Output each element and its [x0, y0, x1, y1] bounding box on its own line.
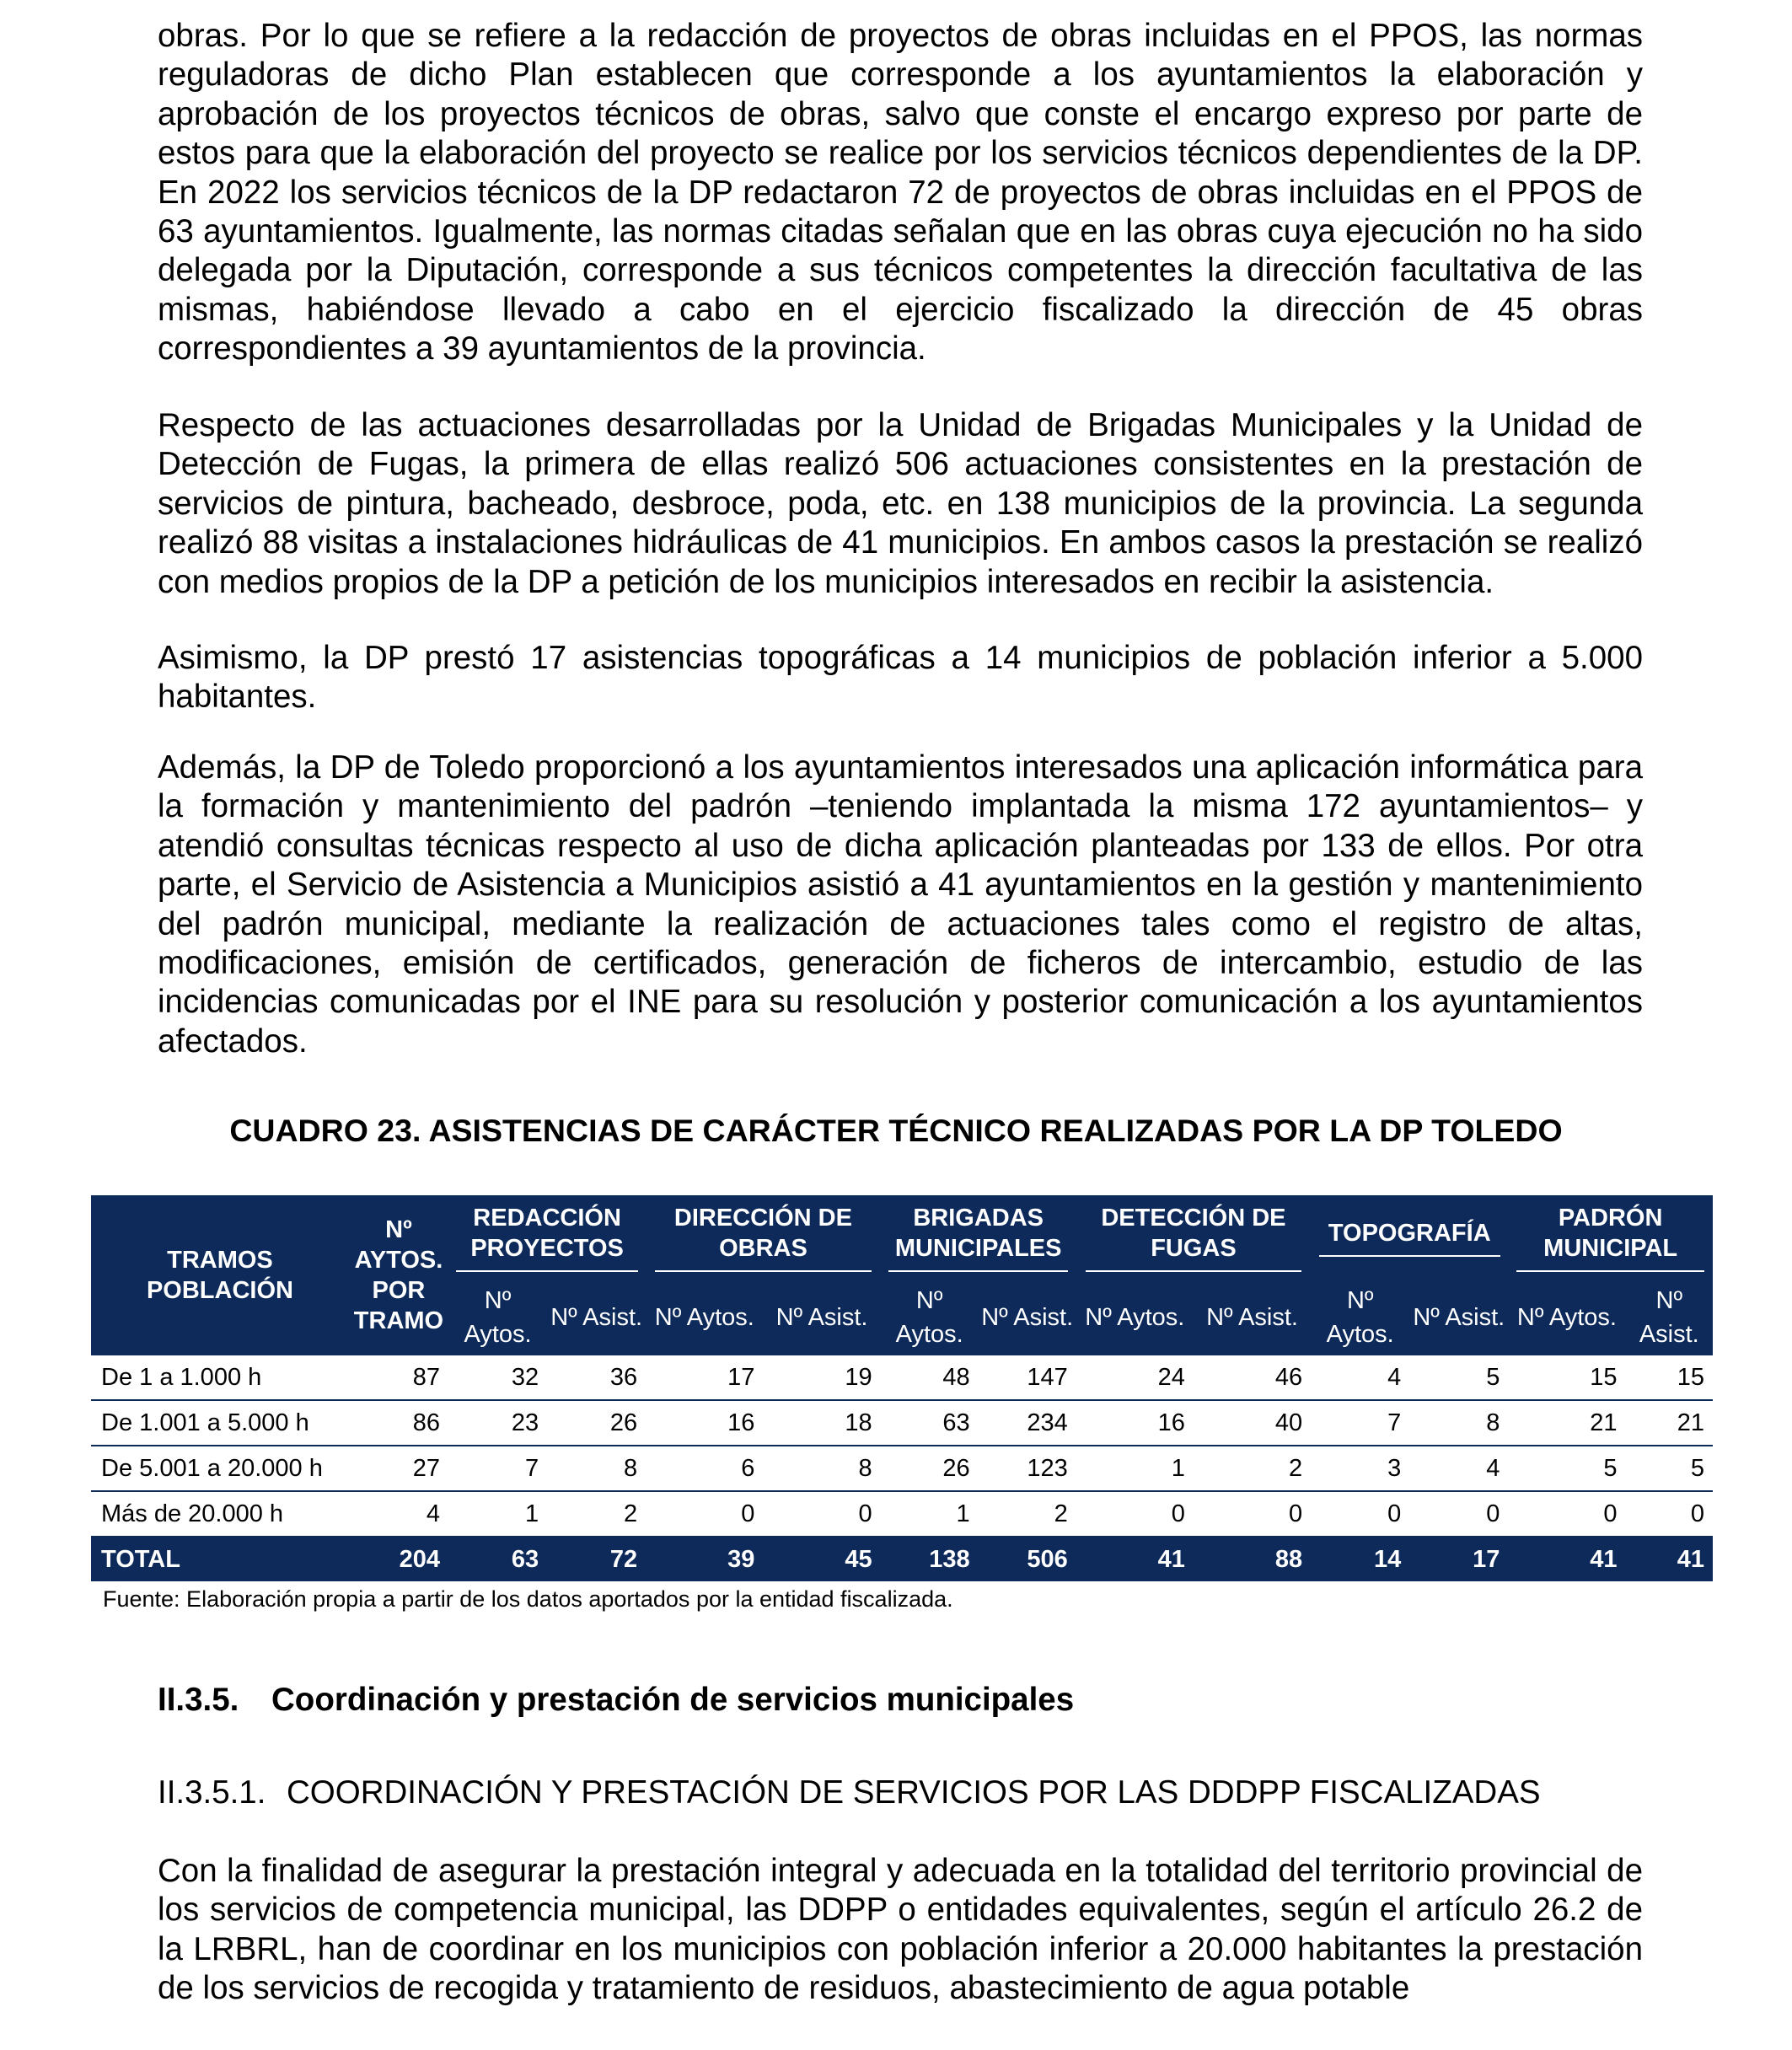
- table-cell: 4: [1311, 1355, 1409, 1400]
- table-cell: 8: [547, 1446, 646, 1491]
- table-cell: 0: [1508, 1491, 1625, 1537]
- header-deteccion: [1076, 1195, 1311, 1280]
- table-cell: 21: [1508, 1400, 1625, 1446]
- table-cell: 0: [1194, 1491, 1311, 1537]
- subsection-title: COORDINACIÓN Y PRESTACIÓN DE SERVICIOS POR LAS DDDPP FISCALIZADAS: [287, 1774, 1541, 1811]
- table-cell: 63: [881, 1400, 979, 1446]
- table-cell: 3: [1311, 1446, 1409, 1491]
- table-cell: 23: [448, 1400, 547, 1446]
- table-source-note: Fuente: Elaboración propia a partir de los datos aportados por la entidad fiscalizada.: [103, 1586, 953, 1612]
- table-cell: 138: [881, 1537, 979, 1581]
- table-cell: 8: [763, 1446, 880, 1491]
- asistencias-table: [91, 1195, 1713, 1581]
- table-cell: 0: [1626, 1491, 1713, 1537]
- table-cell: 26: [547, 1400, 646, 1446]
- table-cell: 15: [1508, 1355, 1625, 1400]
- table-cell: 1: [1076, 1446, 1194, 1491]
- sub-aytos: Nº Aytos.: [1508, 1280, 1625, 1355]
- table-cell: 2: [1194, 1446, 1311, 1491]
- header-brigadas: [881, 1195, 1076, 1280]
- table-cell: 17: [646, 1355, 763, 1400]
- table-cell: 18: [763, 1400, 880, 1446]
- section-title: Coordinación y prestación de servicios municipales: [271, 1682, 1075, 1718]
- header-aytos-tramo: Nº AYTOS. POR TRAMO: [349, 1195, 448, 1355]
- table-cell: 17: [1409, 1537, 1508, 1581]
- table-cell: 36: [547, 1355, 646, 1400]
- sub-asist: Nº Asist.: [547, 1280, 646, 1355]
- paragraph-padron: Además, la DP de Toledo proporcionó a los ayuntamientos interesados una aplicación informática para la formación y mantenimiento del padrón –teniendo implantada la misma 172 ayuntamientos– y atendió consultas técnicas respecto al uso de dicha aplicación planteadas por 133 de ellos. Por otra parte, el Servicio de Asistencia a Municipios asistió a 41 ayuntamientos en la gestión y mantenimiento del padrón municipal, mediante la realización de actuaciones tales como el registro de altas, modificaciones, emisión de certificados, generación de ficheros de intercambio, estudio de las incidencias comunicadas por el INE para su resolución y posterior comunicación a los ayuntamientos afectados.: [158, 749, 1643, 1060]
- table-cell: 4: [1409, 1446, 1508, 1491]
- table-cell: 5: [1409, 1355, 1508, 1400]
- sub-aytos: Nº Aytos.: [448, 1280, 547, 1355]
- header-topografia-label: TOPOGRAFÍA: [1319, 1218, 1500, 1257]
- table-cell: 39: [646, 1537, 763, 1581]
- row-label: De 1 a 1.000 h: [91, 1355, 349, 1400]
- table-cell: 234: [979, 1400, 1076, 1446]
- table-cell: 123: [979, 1446, 1076, 1491]
- table-row: [91, 1400, 1713, 1446]
- sub-asist: Nº Asist.: [763, 1280, 880, 1355]
- sub-aytos: Nº Aytos.: [646, 1280, 763, 1355]
- header-padron: [1508, 1195, 1713, 1280]
- row-label: De 5.001 a 20.000 h: [91, 1446, 349, 1491]
- table-cell: 4: [349, 1491, 448, 1537]
- table-cell: 88: [1194, 1537, 1311, 1581]
- header-padron-label: PADRÓN MUNICIPAL: [1516, 1203, 1704, 1272]
- table-cell: 15: [1626, 1355, 1713, 1400]
- paragraph-coordinacion: Con la finalidad de asegurar la prestación integral y adecuada en la totalidad del territorio provincial de los servicios de competencia municipal, las DDPP o entidades equivalentes, según el artículo 26.2 de la LRBRL, han de coordinar en los municipios con población inferior a 20.000 habitantes la prestación de los servicios de recogida y tratamiento de residuos, abastecimiento de agua potable: [158, 1853, 1643, 2007]
- table-cell: 0: [763, 1491, 880, 1537]
- subsection-heading: [158, 1774, 1541, 1811]
- section-number: II.3.5.: [158, 1682, 239, 1718]
- sub-asist: Nº Asist.: [1409, 1280, 1508, 1355]
- header-topografia: [1311, 1195, 1508, 1280]
- header-direccion-label: DIRECCIÓN DE OBRAS: [655, 1203, 871, 1272]
- table-cell: 45: [763, 1537, 880, 1581]
- table-cell: 24: [1076, 1355, 1194, 1400]
- table-cell: 7: [1311, 1400, 1409, 1446]
- paragraph-brigadas-fugas: Respecto de las actuaciones desarrolladas por la Unidad de Brigadas Municipales y la Unidad de Detección de Fugas, la primera de ellas realizó 506 actuaciones consistentes en la prestación de servicios de pintura, bacheado, desbroce, poda, etc. en 138 municipios de la provincia. La segunda realizó 88 visitas a instalaciones hidráulicas de 41 municipios. En ambos casos la prestación se realizó con medios propios de la DP a petición de los municipios interesados en recibir la asistencia.: [158, 407, 1643, 600]
- table-row: [91, 1491, 1713, 1537]
- table-cell: 72: [547, 1537, 646, 1581]
- header-redaccion-label: REDACCIÓN PROYECTOS: [456, 1203, 637, 1272]
- table-cell: 1: [881, 1491, 979, 1537]
- table-cell: 5: [1626, 1446, 1713, 1491]
- sub-asist: Nº Asist.: [979, 1280, 1076, 1355]
- subsection-number: II.3.5.1.: [158, 1774, 266, 1811]
- table-cell: 147: [979, 1355, 1076, 1400]
- table-cell: 5: [1508, 1446, 1625, 1491]
- table-cell: 21: [1626, 1400, 1713, 1446]
- table-cell: 46: [1194, 1355, 1311, 1400]
- header-redaccion: [448, 1195, 646, 1280]
- sub-aytos: Nº Aytos.: [1076, 1280, 1194, 1355]
- sub-asist: Nº Asist.: [1194, 1280, 1311, 1355]
- sub-aytos: Nº Aytos.: [1311, 1280, 1409, 1355]
- table-row: [91, 1446, 1713, 1491]
- table-cell: 2: [547, 1491, 646, 1537]
- table-cell: 506: [979, 1537, 1076, 1581]
- table-cell: 48: [881, 1355, 979, 1400]
- paragraph-proyectos-obras: obras. Por lo que se refiere a la redacción de proyectos de obras incluidas en el PPOS, las normas reguladoras de dicho Plan establecen que corresponde a los ayuntamientos la elaboración y aprobación de los proyectos técnicos de obras, salvo que conste el encargo expreso por parte de estos para que la elaboración del proyecto se realice por los servicios técnicos dependientes de la DP. En 2022 los servicios técnicos de la DP redactaron 72 de proyectos de obras incluidas en el PPOS de 63 ayuntamientos. Igualmente, las normas citadas señalan que en las obras cuya ejecución no ha sido delegada por la Diputación, corresponde a sus técnicos competentes la dirección facultativa de las mismas, habiéndose llevado a cabo en el ejercicio fiscalizado la dirección de 45 obras correspondientes a 39 ayuntamientos de la provincia.: [158, 18, 1643, 368]
- table-cell: 41: [1626, 1537, 1713, 1581]
- table-cell: 63: [448, 1537, 547, 1581]
- paragraph-topografia: Asimismo, la DP prestó 17 asistencias topográficas a 14 municipios de población inferior a 5.000 habitantes.: [158, 640, 1643, 716]
- table-cell: 14: [1311, 1537, 1409, 1581]
- table-cell: 2: [979, 1491, 1076, 1537]
- header-tramos: TRAMOS POBLACIÓN: [91, 1195, 349, 1355]
- table-cell: 16: [646, 1400, 763, 1446]
- table-cell: 8: [1409, 1400, 1508, 1446]
- table-cell: 26: [881, 1446, 979, 1491]
- row-label: Más de 20.000 h: [91, 1491, 349, 1537]
- sub-asist: Nº Asist.: [1626, 1280, 1713, 1355]
- table-cell: 32: [448, 1355, 547, 1400]
- header-deteccion-label: DETECCIÓN DE FUGAS: [1086, 1203, 1301, 1272]
- table-caption: CUADRO 23. ASISTENCIAS DE CARÁCTER TÉCNICO REALIZADAS POR LA DP TOLEDO: [229, 1113, 1563, 1148]
- table-cell: 0: [1076, 1491, 1194, 1537]
- table-cell: 87: [349, 1355, 448, 1400]
- header-direccion: [646, 1195, 880, 1280]
- table-cell: 0: [1311, 1491, 1409, 1537]
- table-cell: 16: [1076, 1400, 1194, 1446]
- table-cell: 0: [646, 1491, 763, 1537]
- table-cell: 1: [448, 1491, 547, 1537]
- table-cell: 27: [349, 1446, 448, 1491]
- row-label: De 1.001 a 5.000 h: [91, 1400, 349, 1446]
- table-cell: 86: [349, 1400, 448, 1446]
- table-cell: 41: [1508, 1537, 1625, 1581]
- header-brigadas-label: BRIGADAS MUNICIPALES: [888, 1203, 1068, 1272]
- table-cell: 40: [1194, 1400, 1311, 1446]
- table-cell: 6: [646, 1446, 763, 1491]
- table-cell: 0: [1409, 1491, 1508, 1537]
- sub-aytos: Nº Aytos.: [881, 1280, 979, 1355]
- table-total-row: [91, 1537, 1713, 1581]
- row-label: TOTAL: [91, 1537, 349, 1581]
- table-cell: 204: [349, 1537, 448, 1581]
- table-cell: 7: [448, 1446, 547, 1491]
- table-cell: 41: [1076, 1537, 1194, 1581]
- table-row: [91, 1355, 1713, 1400]
- table-cell: 19: [763, 1355, 880, 1400]
- section-heading: [158, 1682, 1074, 1719]
